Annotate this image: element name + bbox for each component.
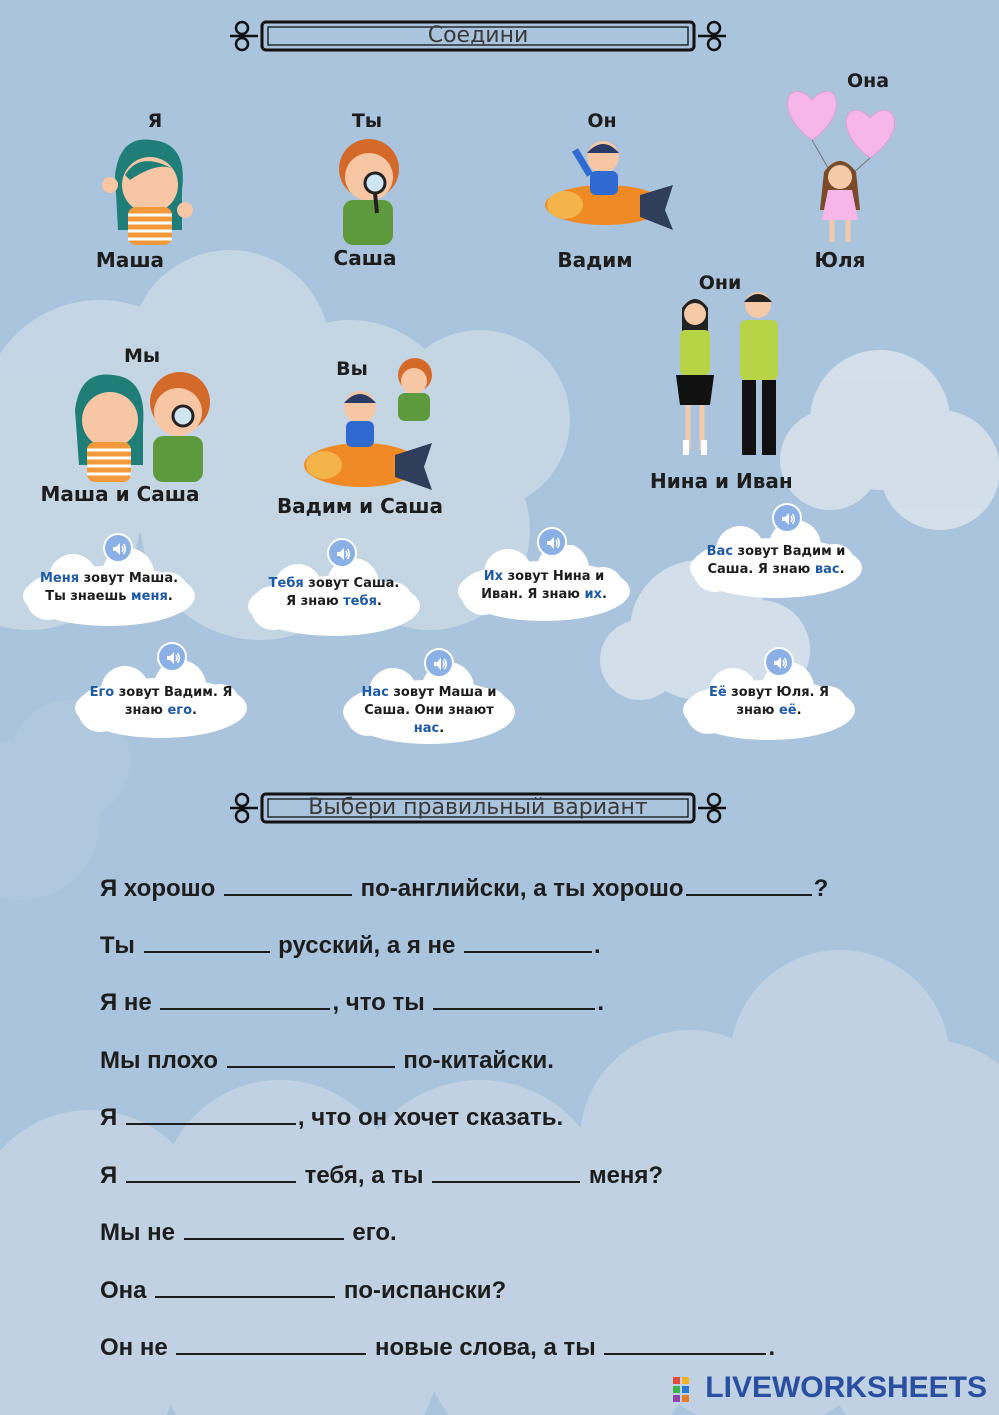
answer-blank[interactable] [126,1159,296,1183]
sentence-cloud [678,662,860,748]
answer-blank[interactable] [686,872,812,896]
character-name: Маша и Саша [40,482,200,506]
speaker-icon [335,546,351,562]
section-title-frame-1 [228,16,728,56]
liveworksheets-logo: LIVEWORKSHEETS [705,1371,987,1405]
section-title-frame-2 [228,788,728,828]
boy-rocket-vadim-icon [545,135,675,245]
speaker-icon [780,511,796,527]
pronoun-label: Вы [336,358,368,380]
exercise-sentence: Ты русский, а я не . [100,929,601,960]
exercise-sentence: Мы плохо по-китайски. [100,1044,554,1075]
answer-blank[interactable] [224,872,352,896]
girl-balloons-yulia-icon [780,80,905,245]
character-name: Юля [814,248,866,272]
cloud-text: Вас зовут Вадим и Саша. Я знаю вас. [706,544,846,577]
exercise-sentence: Я тебя, а ты меня? [100,1159,663,1190]
audio-play-button[interactable] [772,503,802,533]
pronoun-label: Она [846,70,890,92]
liveworksheets-logo-icon [673,1377,699,1403]
sentence-cloud [685,520,867,606]
character-name: Нина и Иван [650,469,793,493]
boys-rocket-vadim-sasha-icon [300,355,440,500]
character-name: Вадим и Саша [276,494,444,518]
pronoun-label: Мы [123,345,161,367]
exercise-sentence: Я , что он хочет сказать. [100,1101,563,1132]
speaker-icon [111,541,127,557]
answer-blank[interactable] [155,1274,335,1298]
sentence-cloud [18,548,200,636]
speaker-icon [545,535,561,551]
section-title: Выбери правильный вариант [308,795,648,820]
answer-blank[interactable] [604,1331,766,1355]
character-name: Маша [95,248,165,272]
speaker-icon [772,655,788,671]
exercise-sentence: Мы не его. [100,1216,397,1247]
exercise-sentence: Я не , что ты . [100,986,604,1017]
answer-blank[interactable] [126,1101,296,1125]
section-title: Соедини [427,23,529,48]
answer-blank[interactable] [433,986,595,1010]
answer-blank[interactable] [176,1331,366,1355]
cloud-text: Его зовут Вадим. Я знаю его. [89,685,233,718]
pronoun-label: Он [587,110,617,132]
audio-play-button[interactable] [327,538,357,568]
answer-blank[interactable] [144,929,270,953]
cloud-text: Меня зовут Маша. Ты знаешь меня. [39,571,179,604]
character-name: Вадим [557,248,633,272]
couple-nina-ivan-icon [670,290,790,460]
cloud-text: Её зовут Юля. Я знаю её. [708,685,830,718]
audio-play-button[interactable] [424,648,454,678]
speaker-icon [432,656,448,672]
exercise-sentence: Он не новые слова, а ты . [100,1331,775,1362]
answer-blank[interactable] [160,986,330,1010]
answer-blank[interactable] [464,929,592,953]
sentence-cloud [338,662,520,752]
exercise-sentence: Она по-испански? [100,1274,506,1305]
sentence-cloud [243,558,425,644]
girl-masha-icon [100,135,195,245]
cloud-text: Их зовут Нина и Иван. Я знаю их. [481,569,607,602]
sentence-cloud [453,545,635,631]
audio-play-button[interactable] [764,647,794,677]
pronoun-label: Они [698,272,742,294]
answer-blank[interactable] [227,1044,395,1068]
girl-boy-masha-sasha-icon [65,370,215,482]
audio-play-button[interactable] [537,527,567,557]
cloud-text: Нас зовут Маша и Саша. Они знают нас. [361,685,497,736]
cloud-text: Тебя зовут Саша. Я знаю тебя. [268,576,400,609]
answer-blank[interactable] [184,1216,344,1240]
exercise-sentence: Я хорошо по-английски, а ты хорошо ? [100,872,828,903]
character-name: Саша [333,246,397,270]
pronoun-label: Ты [351,110,383,132]
boy-sasha-icon [335,135,405,245]
speaker-icon [165,650,181,666]
audio-play-button[interactable] [103,533,133,563]
sentence-cloud [70,660,252,746]
answer-blank[interactable] [432,1159,580,1183]
audio-play-button[interactable] [157,642,187,672]
pronoun-label: Я [147,110,163,132]
